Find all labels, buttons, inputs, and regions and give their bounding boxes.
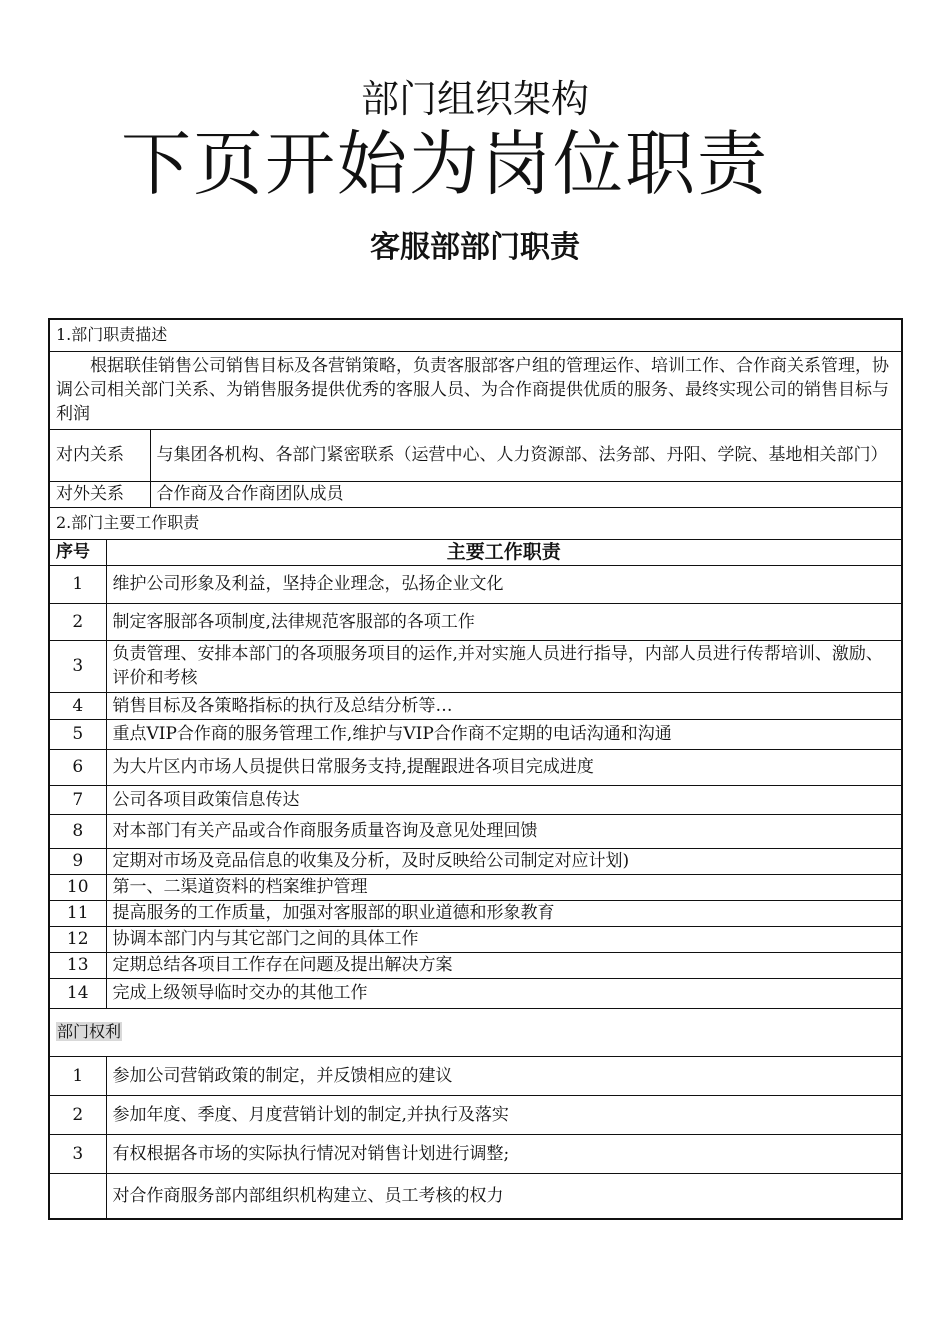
duty-text: 第一、二渠道资料的档案维护管理 xyxy=(106,874,902,900)
right-row xyxy=(49,1056,902,1095)
duty-number: 6 xyxy=(49,749,106,785)
duty-row xyxy=(49,952,902,978)
duty-row xyxy=(49,565,902,603)
internal-relations-label: 对内关系 xyxy=(49,429,150,481)
duty-number: 5 xyxy=(49,719,106,749)
section2-heading: 2.部门主要工作职责 xyxy=(49,507,902,539)
external-relations-label: 对外关系 xyxy=(49,481,150,507)
duty-row xyxy=(49,719,902,749)
duty-text: 提高服务的工作质量，加强对客服部的职业道德和形象教育 xyxy=(106,900,902,926)
right-text: 参加公司营销政策的制定，并反馈相应的建议 xyxy=(106,1056,902,1095)
duty-number: 11 xyxy=(49,900,106,926)
right-text: 参加年度、季度、月度营销计划的制定,并执行及落实 xyxy=(106,1095,902,1134)
duty-row xyxy=(49,874,902,900)
right-row xyxy=(49,1173,902,1219)
column-header-no: 序号 xyxy=(49,539,106,565)
duty-row xyxy=(49,749,902,785)
column-header-main-duties: 主要工作职责 xyxy=(106,539,902,565)
right-text: 对合作商服务部内部组织机构建立、员工考核的权力 xyxy=(106,1173,902,1219)
duty-text: 协调本部门内与其它部门之间的具体工作 xyxy=(106,926,902,952)
duty-text: 定期总结各项目工作存在问题及提出解决方案 xyxy=(106,952,902,978)
department-duties-table xyxy=(48,318,903,1220)
right-row xyxy=(49,1134,902,1173)
duty-number: 2 xyxy=(49,603,106,640)
duty-number: 9 xyxy=(49,848,106,874)
duty-number: 10 xyxy=(49,874,106,900)
duty-number: 12 xyxy=(49,926,106,952)
duty-row xyxy=(49,603,902,640)
duty-text: 负责管理、安排本部门的各项服务项目的运作,并对实施人员进行指导，内部人员进行传帮培训、激励、评价和考核 xyxy=(106,640,902,692)
duty-text: 对本部门有关产品或合作商服务质量咨询及意见处理回馈 xyxy=(106,814,902,848)
duty-row xyxy=(49,926,902,952)
duty-text: 重点VIP合作商的服务管理工作,维护与VIP合作商不定期的电话沟通和沟通 xyxy=(106,719,902,749)
duty-number: 7 xyxy=(49,785,106,814)
rights-heading-cell xyxy=(49,1008,902,1056)
duty-text: 销售目标及各策略指标的执行及总结分析等… xyxy=(106,692,902,719)
section1-heading: 1.部门职责描述 xyxy=(49,319,902,351)
internal-relations-value: 与集团各机构、各部门紧密联系（运营中心、人力资源部、法务部、丹阳、学院、基地相关部门） xyxy=(150,429,902,481)
right-number: 1 xyxy=(49,1056,106,1095)
duty-text: 维护公司形象及利益，坚持企业理念，弘扬企业文化 xyxy=(106,565,902,603)
duty-number: 8 xyxy=(49,814,106,848)
duty-number: 3 xyxy=(49,640,106,692)
duty-text: 定期对市场及竞品信息的收集及分析，及时反映给公司制定对应计划) xyxy=(106,848,902,874)
duty-row xyxy=(49,692,902,719)
duty-number: 4 xyxy=(49,692,106,719)
right-number: 2 xyxy=(49,1095,106,1134)
external-relations-value: 合作商及合作商团队成员 xyxy=(150,481,902,507)
department-description: 根据联佳销售公司销售目标及各营销策略，负责客服部客户组的管理运作、培训工作、合作商关系管理，协调公司相关部门关系、为销售服务提供优秀的客服人员、为合作商提供优质的服务、最终实现公司的销售目标与利润 xyxy=(49,351,902,429)
right-text: 有权根据各市场的实际执行情况对销售计划进行调整; xyxy=(106,1134,902,1173)
duty-number: 13 xyxy=(49,952,106,978)
right-row xyxy=(49,1095,902,1134)
duty-text: 制定客服部各项制度,法律规范客服部的各项工作 xyxy=(106,603,902,640)
duty-text: 为大片区内市场人员提供日常服务支持,提醒跟进各项目完成进度 xyxy=(106,749,902,785)
duty-row xyxy=(49,640,902,692)
duty-row xyxy=(49,848,902,874)
duty-text: 公司各项目政策信息传达 xyxy=(106,785,902,814)
duty-number: 14 xyxy=(49,978,106,1008)
duty-row xyxy=(49,785,902,814)
job-duties-banner: 下页开始为岗位职责 xyxy=(121,123,769,205)
rights-heading: 部门权利 xyxy=(57,1022,122,1041)
right-number xyxy=(49,1173,106,1219)
right-number: 3 xyxy=(49,1134,106,1173)
org-structure-title: 部门组织架构 xyxy=(360,77,589,121)
duty-text: 完成上级领导临时交办的其他工作 xyxy=(106,978,902,1008)
duty-row xyxy=(49,978,902,1008)
duty-row xyxy=(49,814,902,848)
duty-row xyxy=(49,900,902,926)
department-duties-title: 客服部部门职责 xyxy=(370,230,580,265)
duty-number: 1 xyxy=(49,565,106,603)
